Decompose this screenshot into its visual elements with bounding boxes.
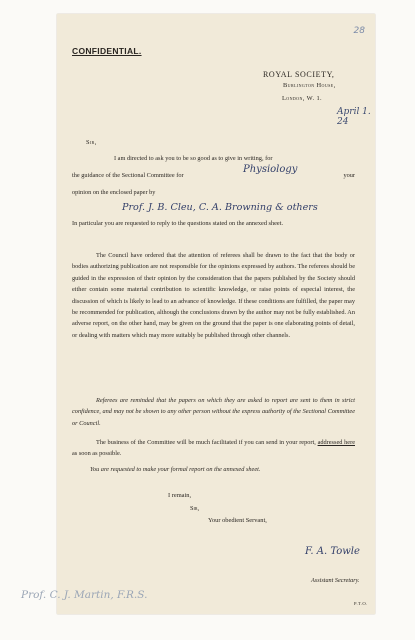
referees-paragraph: Referees are reminded that the papers on which they are asked to report are sent to them in strict confidence, and may not be shown to any other person without the express authority of the Sectional Committee or Council.	[72, 397, 355, 427]
address-line-2: London, W. 1.	[282, 95, 323, 102]
handwritten-section: Physiology	[243, 164, 298, 175]
business-text-after: as soon as possible.	[72, 450, 122, 458]
handwritten-date: April 1. 24	[337, 107, 371, 127]
handwritten-signature: F. A. Towle	[305, 546, 360, 557]
business-paragraph	[72, 437, 355, 460]
request-line-3: opinion on the enclosed paper by	[72, 189, 156, 196]
closing-remain: I remain,	[168, 492, 192, 499]
request-line-2	[72, 170, 355, 181]
request-line-2-end: your	[343, 172, 355, 179]
society-name: ROYAL SOCIETY,	[263, 70, 335, 79]
closing-servant: Your obedient Servant,	[208, 517, 267, 524]
business-text-before: The business of the Committee will be much facilitated if you can send in your report,	[96, 439, 316, 446]
folio-number: 28	[353, 26, 365, 36]
council-paragraph: The Council have ordered that the attention of referees shall be drawn to the fact that the body or bodies authorizing publication are not responsible for the opinions expressed by authors. The referees should be guided in the expression of their opinion by the consideration that the papers published by the Society should either contain some material contribution to scientific knowledge, or raise points of especial interest, the discussion of which is likely to lead to an advance of knowledge. If these conditions are fulfilled, the paper may be recommended for publication, although the conclusions drawn by the author may not be fully established. An adverse report, on the other hand, may be given on the ground that the paper is one elaborating points of detail, or dealing with matters which may more suitably be published through other channels.	[72, 252, 355, 339]
salutation: Sir,	[86, 139, 97, 146]
confidential-heading: CONFIDENTIAL.	[72, 46, 142, 56]
letter-sheet	[57, 14, 375, 614]
handwritten-paper-authors: Prof. J. B. Cleu, C. A. Browning & others	[122, 202, 318, 213]
request-line-2-start: the guidance of the Sectional Committee for	[72, 172, 184, 179]
request-line-1: I am directed to ask you to be so good as to give in writing, for	[114, 155, 273, 162]
address-line-1: Burlington House,	[283, 82, 336, 89]
closing-sir: Sir,	[190, 505, 200, 512]
assistant-secretary: Assistant Secretary.	[311, 577, 360, 584]
handwritten-referee-name: Prof. C. J. Martin, F.R.S.	[21, 589, 148, 601]
pto-label: P.T.O.	[354, 601, 368, 606]
addressed-here: addressed here	[317, 439, 355, 446]
request-paragraph: In particular you are requested to reply to the questions stated on the annexed sheet.	[72, 220, 284, 227]
report-instruction: You are requested to make your formal report on the annexed sheet.	[90, 466, 261, 473]
